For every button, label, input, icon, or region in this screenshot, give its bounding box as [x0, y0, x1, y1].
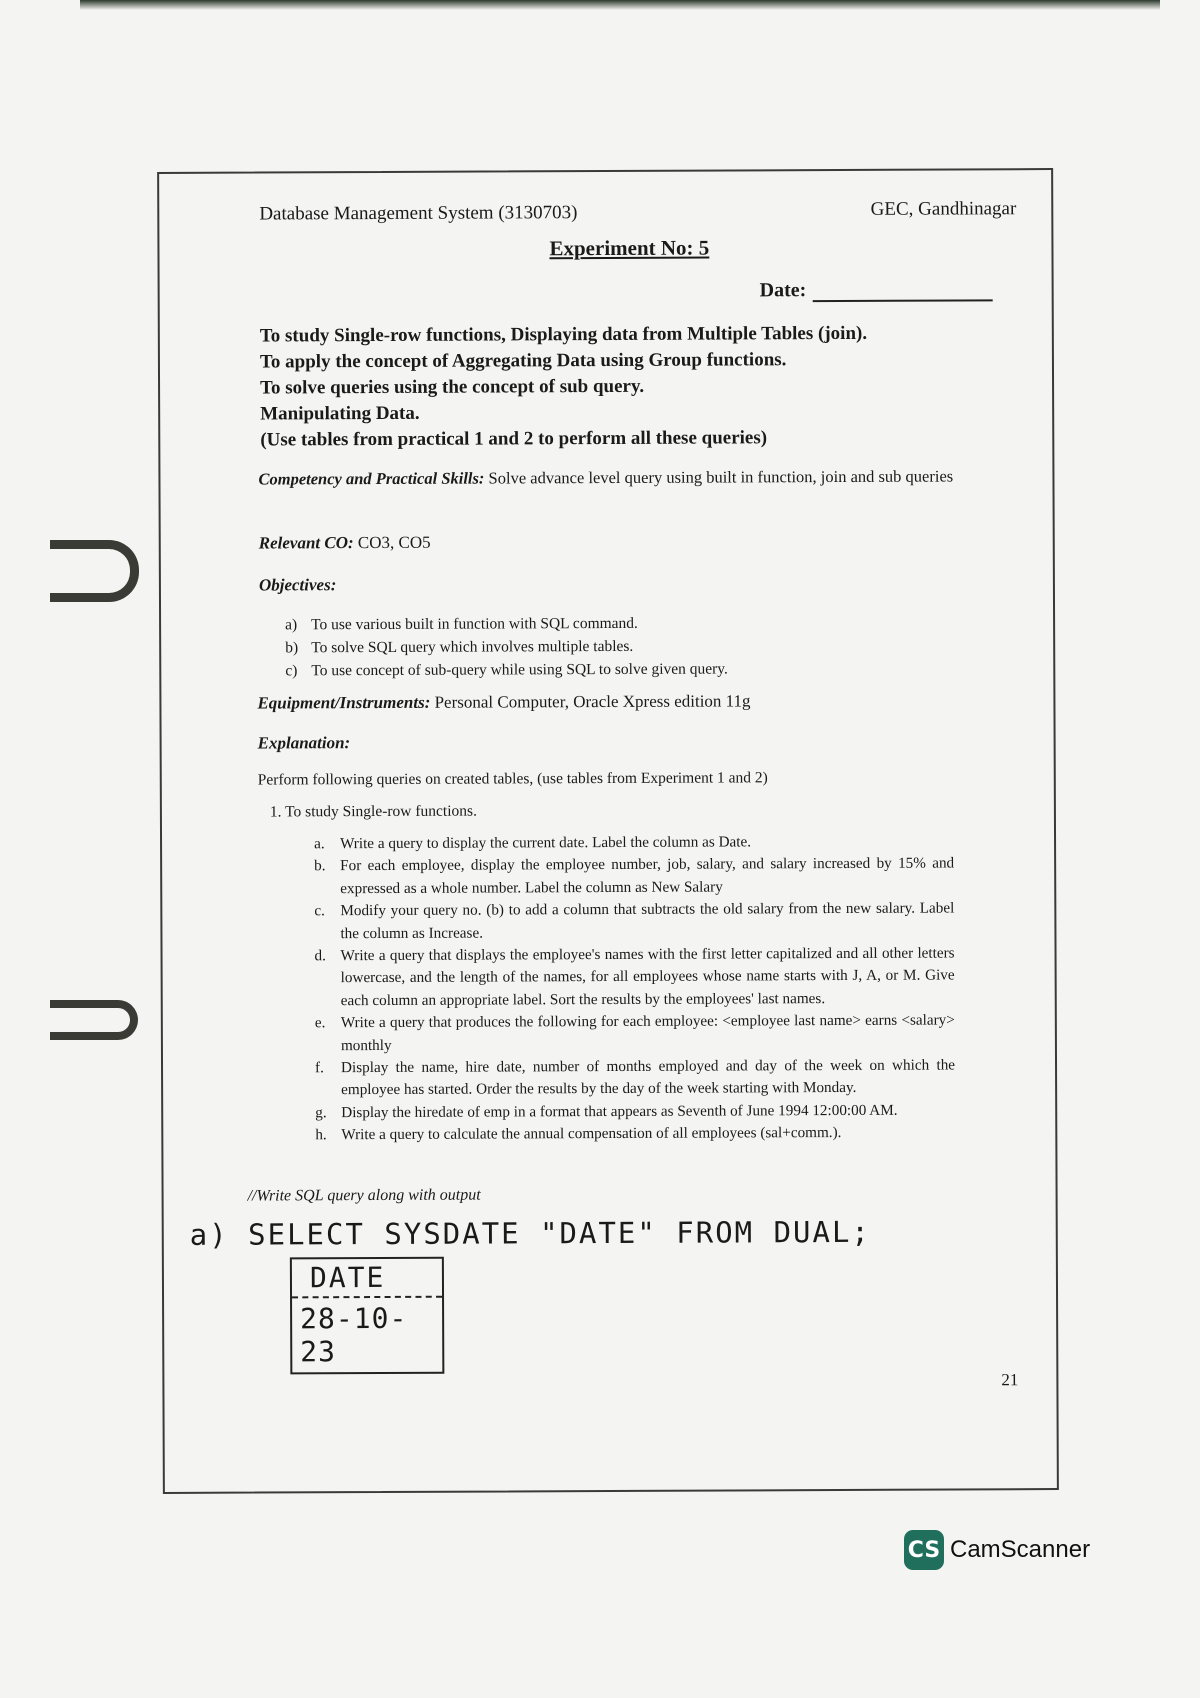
list-item: f. Display the name, hire date, number of months employed and day of the week on which the employee has started. Order the results by the day of the week starting with Monday.	[314, 1056, 956, 1099]
binder-ring-upper	[50, 540, 139, 602]
handwritten-output-table	[290, 1257, 445, 1375]
list-item: d. Write a query that displays the employee's names with the first letter capitalized and all other letters lowercase, and the length of the names, for all employees whose name starts with J, A, or M. Give each column an appropriate label. Sort the results by the employees' last names.	[314, 944, 955, 1010]
handwritten-query: a) SELECT SYSDATE "DATE" FROM DUAL;	[189, 1214, 871, 1252]
explanation-heading: Explanation:	[257, 733, 351, 753]
camscanner-logo-icon: CS	[904, 1530, 944, 1570]
document-page	[157, 168, 1059, 1494]
competency-label: Competency and Practical Skills:	[258, 468, 485, 489]
aim-line: To study Single-row functions, Displaying data from Multiple Tables (join).	[259, 322, 868, 347]
perform-instructions: Perform following queries on created tables, (use tables from Experiment 1 and 2)	[257, 769, 768, 789]
list-item: g. Display the hiredate of emp in a format that appears as Seventh of June 1994 12:00:00 AM.	[315, 1101, 898, 1122]
output-cell: 28-10-23	[300, 1301, 408, 1369]
course-header: Database Management System (3130703)	[259, 202, 578, 225]
equipment-section	[257, 691, 750, 713]
list-item: a) To use various built in function with SQL command.	[285, 614, 638, 634]
list-item: a. Write a query to display the current date. Label the column as Date.	[314, 833, 752, 853]
camscanner-watermark	[904, 1530, 1090, 1570]
date-blank-line	[812, 299, 992, 302]
camscanner-text: CamScanner	[950, 1536, 1091, 1563]
page-number: 21	[1001, 1370, 1019, 1390]
binder-ring-lower	[50, 1000, 138, 1040]
output-column-header: DATE	[292, 1259, 442, 1299]
aims-block	[260, 321, 868, 454]
top-shadow	[80, 0, 1160, 10]
list-item: c) To use concept of sub-query while using SQL to solve given query.	[285, 660, 728, 680]
objectives-list	[285, 611, 728, 682]
list-item: b. For each employee, display the employee number, job, salary, and salary increased by 15% and expressed as a whole number. Label the column as New Salary	[314, 854, 955, 897]
equipment-label: Equipment/Instruments:	[257, 692, 431, 713]
aim-line: To solve queries using the concept of sub query.	[260, 375, 645, 399]
list-item: b) To solve SQL query which involves multiple tables.	[285, 637, 634, 657]
relevant-co-section	[259, 533, 431, 554]
list-item: h. Write a query to calculate the annual compensation of all employees (sal+comm.).	[315, 1124, 842, 1144]
aim-line: (Use tables from practical 1 and 2 to perform all these queries)	[260, 427, 768, 451]
list-item: c. Modify your query no. (b) to add a column that subtracts the old salary from the new salary. Label the column as Increase.	[314, 899, 955, 942]
list-item: e. Write a query that produces the following for each employee: <employee last name> earns <salary> monthly	[314, 1011, 955, 1054]
section-heading: 1. To study Single-row functions.	[269, 802, 477, 821]
relevant-co-label: Relevant CO:	[258, 533, 354, 553]
experiment-title: Experiment No: 5	[549, 235, 710, 261]
aim-line: Manipulating Data.	[260, 402, 420, 425]
write-sql-note: //Write SQL query along with output	[247, 1186, 481, 1205]
aim-line: To apply the concept of Aggregating Data using Group functions.	[259, 349, 787, 373]
college-header: GEC, Gandhinagar	[870, 198, 1017, 220]
date-label: Date:	[759, 279, 807, 302]
equipment-text: Personal Computer, Oracle Xpress edition 11g	[434, 691, 751, 712]
competency-text: Solve advance level query using built in function, join and sub queries	[488, 466, 954, 488]
competency-section	[258, 464, 1018, 490]
relevant-co-text: CO3, CO5	[357, 532, 431, 553]
objectives-heading: Objectives:	[258, 575, 337, 595]
task-list	[314, 830, 955, 1146]
date-field	[760, 278, 993, 302]
